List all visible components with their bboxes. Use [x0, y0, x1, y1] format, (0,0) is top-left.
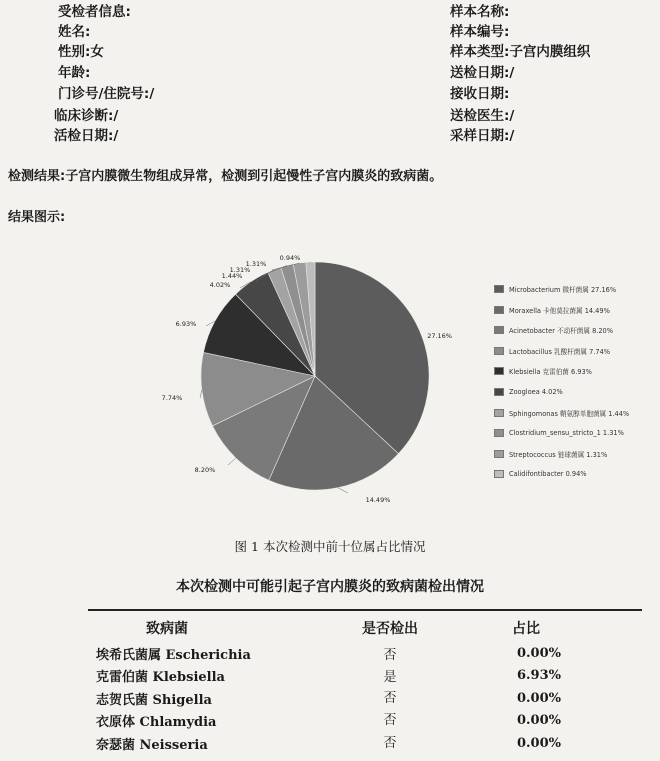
info-row	[58, 40, 104, 60]
legend-label: Acinetobacter 不动杆菌属 8.20%	[509, 327, 614, 336]
legend-item	[494, 385, 563, 399]
info-value: 子宫内膜组织	[509, 44, 591, 60]
info-label: 送检日期:	[450, 65, 510, 81]
legend-item	[494, 282, 616, 296]
info-value: 女	[90, 44, 104, 60]
header-detected: 是否检出	[362, 621, 418, 637]
pathogen-detected: 否	[383, 736, 397, 751]
table-top-rule	[88, 609, 642, 611]
legend-item	[494, 303, 610, 317]
slice-label: 0.94%	[279, 254, 301, 262]
info-value: /	[509, 65, 515, 81]
legend-swatch	[494, 429, 504, 437]
legend-swatch	[494, 388, 504, 396]
info-label: 送检医生:	[450, 108, 510, 124]
info-value: /	[113, 128, 119, 144]
info-label: 受检者信息:	[58, 4, 131, 20]
legend-item	[494, 426, 624, 440]
pathogen-detected: 否	[383, 713, 397, 728]
pathogen-ratio: 6.93%	[516, 668, 561, 683]
pathogen-ratio: 0.00%	[516, 736, 561, 751]
info-label: 年龄:	[58, 65, 91, 81]
pathogen-name: 志贺氏菌 Shigella	[96, 693, 212, 708]
info-row	[58, 0, 131, 20]
info-value: /	[149, 86, 155, 102]
legend-swatch	[494, 306, 504, 314]
legend-swatch	[494, 470, 504, 478]
legend-label: Microbacterium 微杆菌属 27.16%	[509, 286, 617, 294]
pathogen-name: 衣原体 Chlamydia	[96, 715, 217, 730]
info-row	[58, 82, 154, 102]
info-row	[450, 20, 509, 40]
pathogen-detected: 否	[383, 691, 397, 706]
legend-label: Moraxella 卡他莫拉菌属 14.49%	[509, 306, 610, 315]
pathogen-ratio: 0.00%	[516, 646, 561, 661]
legend-swatch	[494, 450, 504, 458]
leader-line	[338, 488, 348, 493]
header-ratio: 占比	[512, 621, 540, 637]
info-value: /	[509, 128, 515, 144]
info-label: 样本名称:	[450, 4, 510, 20]
slice-label: 1.44%	[221, 272, 243, 280]
info-label: 门诊号/住院号:	[58, 86, 150, 102]
genus-pie-chart	[160, 250, 460, 512]
info-label: 样本编号:	[450, 24, 510, 40]
legend-swatch	[494, 409, 504, 417]
legend-label: Lactobacillus 乳酸杆菌属 7.74%	[509, 347, 611, 356]
info-row	[450, 0, 509, 20]
legend-swatch	[494, 326, 504, 334]
leader-line	[228, 458, 236, 465]
info-label: 样本类型:	[450, 44, 510, 60]
legend-label: Calidifontibacter 0.94%	[509, 470, 587, 479]
info-row	[450, 124, 514, 144]
legend-swatch	[494, 285, 504, 293]
test-result	[8, 165, 442, 184]
slice-label: 14.49%	[365, 496, 391, 504]
legend-item	[494, 323, 613, 337]
legend-label: Sphingomonas 鞘氨醇单胞菌属 1.44%	[509, 409, 630, 418]
info-row	[54, 124, 118, 144]
info-label: 活检日期:	[54, 128, 114, 144]
pathogen-name: 克雷伯菌 Klebsiella	[96, 670, 225, 685]
info-row	[450, 104, 514, 124]
info-row	[450, 82, 509, 102]
info-row	[54, 104, 118, 124]
info-label: 采样日期:	[450, 128, 510, 144]
pathogen-ratio: 0.00%	[516, 713, 561, 728]
legend-item	[494, 344, 610, 358]
info-label: 接收日期:	[450, 86, 510, 102]
info-label: 姓名:	[58, 24, 91, 40]
figure-caption: 图 1 本次检测中前十位属占比情况	[234, 539, 426, 554]
slice-label: 27.16%	[427, 332, 452, 340]
pathogen-detected: 是	[383, 670, 397, 685]
info-row	[450, 61, 514, 81]
info-row	[58, 20, 90, 40]
info-label: 临床诊断:	[54, 108, 114, 124]
pathogen-detected: 否	[383, 648, 397, 663]
legend-item	[494, 364, 592, 378]
legend-item	[494, 467, 587, 481]
info-row	[58, 61, 90, 81]
slice-label: 4.02%	[209, 281, 231, 289]
info-value: /	[113, 108, 119, 124]
leader-line	[200, 390, 202, 398]
legend-swatch	[494, 367, 504, 375]
slice-label: 1.31%	[245, 260, 267, 268]
pathogen-name: 奈瑟菌 Neisseria	[96, 738, 208, 753]
slice-label: 1.31%	[229, 266, 251, 274]
info-label: 性别:	[58, 44, 91, 60]
legend-swatch	[494, 347, 504, 355]
figure-section-label: 结果图示:	[8, 210, 66, 225]
legend-item	[494, 447, 607, 461]
pathogen-name: 埃希氏菌属 Escherichia	[96, 648, 251, 663]
table-title: 本次检测中可能引起子宫内膜炎的致病菌检出情况	[176, 579, 484, 595]
legend-item	[494, 406, 629, 420]
header-pathogen: 致病菌	[146, 621, 188, 637]
slice-label: 6.93%	[175, 320, 197, 328]
result-text: 子宫内膜微生物组成异常，检测到引起慢性子宫内膜炎的致病菌。	[65, 169, 443, 184]
info-value: /	[509, 108, 515, 124]
pathogen-ratio: 0.00%	[516, 691, 561, 706]
slice-label: 8.20%	[194, 466, 216, 474]
info-row	[450, 40, 590, 60]
legend-label: Zoogloea 4.02%	[509, 388, 563, 396]
legend-label: Clostridium_sensu_stricto_1 1.31%	[509, 429, 624, 438]
slice-label: 7.74%	[161, 394, 183, 402]
result-label: 检测结果:	[8, 169, 66, 184]
legend-label: Streptococcus 链球菌属 1.31%	[509, 450, 608, 459]
legend-label: Klebsiella 克雷伯菌 6.93%	[509, 368, 592, 377]
